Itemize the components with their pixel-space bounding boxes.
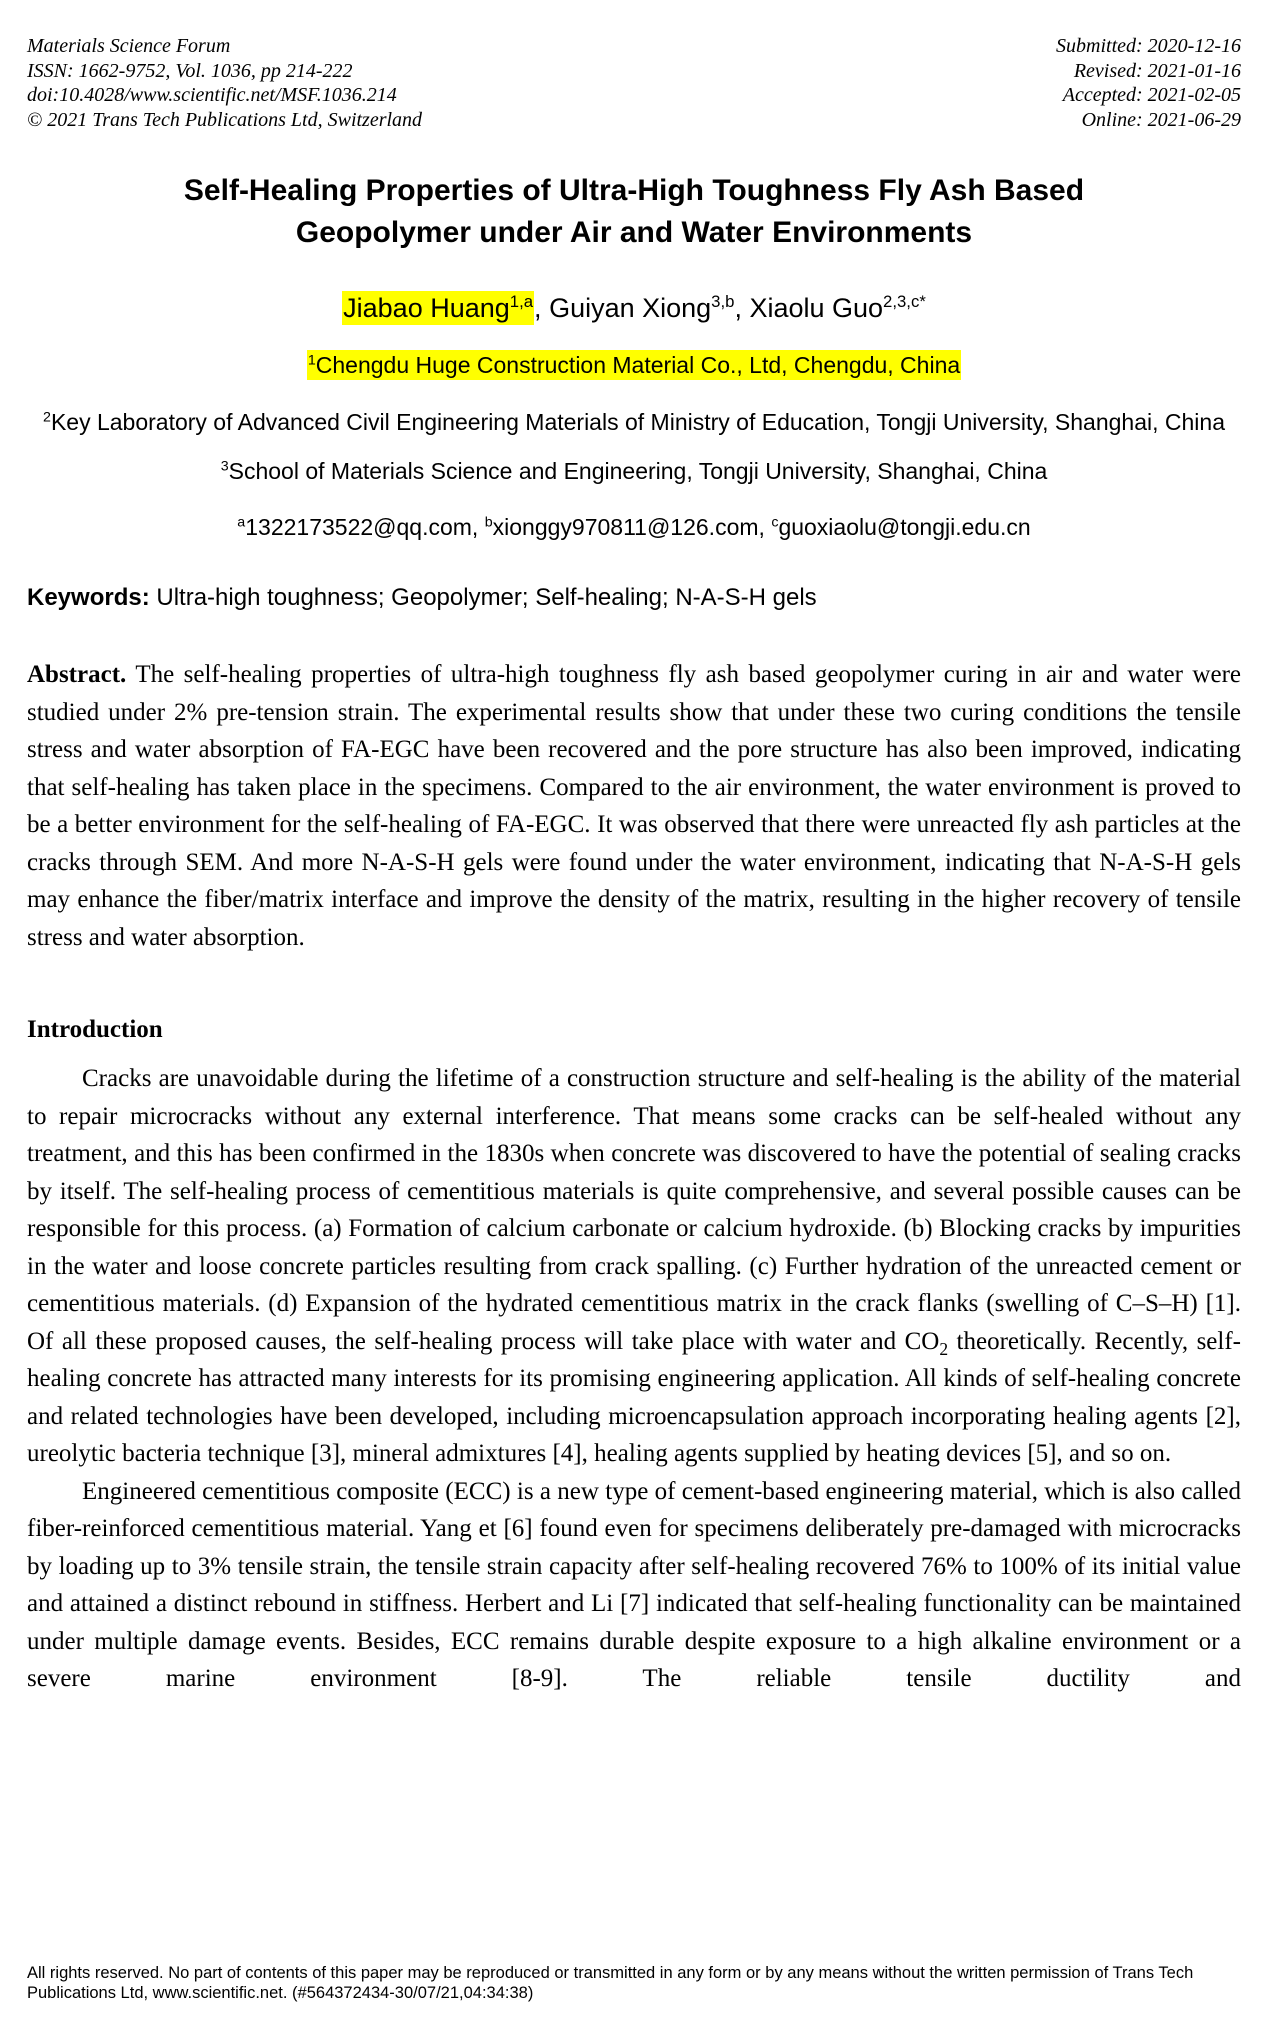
accepted-date: Accepted: 2021-02-05 <box>1062 84 1241 106</box>
email-c-text: guoxiaolu@tongji.edu.cn <box>778 514 1031 540</box>
intro-paragraph-1-text: Cracks are unavoidable during the lifetime of a construction structure and self-healing is the ability of the material to repair microcracks without any external interference. That means some cracks can be self-healed without any treatment, and this has been confirmed in the 1830s when concrete was discovered to have the potential of sealing cracks by itself. The self-healing process of cementitious materials is quite comprehensive, and several possible causes can be responsible for this process. (a) Formation of calcium carbonate or calcium hydroxide. (b) Blocking cracks by impurities in the water and loose concrete particles resulting from crack spalling. (c) Further hydration of the unreacted cement or cementitious materials. (d) Expansion of the hydrated cementitious matrix in the crack flanks (swelling of C–S–H) [1]. Of all these proposed causes, the self-healing process will take place with water and CO <box>27 1065 1241 1355</box>
author-2-name: Guiyan Xiong <box>549 293 712 323</box>
keywords-line <box>27 581 1241 615</box>
author-1-name: Jiabao Huang <box>343 293 510 323</box>
author-3-name: Xiaolu Guo <box>749 293 884 323</box>
affiliation-2-text: Key Laboratory of Advanced Civil Engineering Materials of Ministry of Education, Tongji University, Shanghai, China <box>50 409 1225 435</box>
journal-copyright: © 2021 Trans Tech Publications Ltd, Switzerland <box>27 108 423 131</box>
affiliation-3 <box>27 448 1241 494</box>
affiliation-1-highlighted <box>307 350 961 380</box>
email-b <box>485 514 772 540</box>
paper-title <box>27 170 1241 254</box>
journal-issn-volume: ISSN: 1662-9752, Vol. 1036, pp 214-222 <box>27 59 353 82</box>
keywords-text: Ultra-high toughness; Geopolymer; Self-healing; N-A-S-H gels <box>156 584 817 611</box>
submitted-date: Submitted: 2020-12-16 <box>1056 35 1241 57</box>
online-date: Online: 2021-06-29 <box>1081 108 1241 131</box>
affiliation-2-sup: 2 <box>43 409 51 426</box>
author-3 <box>749 293 925 323</box>
abstract-label: Abstract. <box>27 661 127 688</box>
affiliation-1-sup: 1 <box>307 352 316 369</box>
email-c-sup: c <box>771 514 779 531</box>
author-separator: , <box>534 293 550 323</box>
affiliation-2 <box>27 398 1241 446</box>
author-1-highlighted <box>342 291 534 325</box>
affiliation-3-text: School of Materials Science and Engineering, Tongji University, Shanghai, China <box>228 458 1048 484</box>
email-a-text: 1322173522@qq.com, <box>245 514 485 540</box>
abstract-paragraph <box>27 656 1241 956</box>
journal-doi: doi:10.4028/www.scientific.net/MSF.1036.214 <box>27 84 397 106</box>
co2-subscript: 2 <box>939 1338 949 1359</box>
section-heading-introduction: Introduction <box>27 1016 163 1043</box>
paper-title-line-2: Geopolymer under Air and Water Environments <box>295 216 973 249</box>
email-b-text: xionggy970811@126.com, <box>492 514 772 540</box>
author-separator: , <box>734 293 750 323</box>
paper-title-line-1: Self-Healing Properties of Ultra-High Toughness Fly Ash Based <box>183 174 1085 207</box>
affiliation-3-sup: 3 <box>220 458 229 475</box>
masthead <box>27 34 1241 132</box>
author-2-affiliation-sup: 3,b <box>711 292 735 311</box>
author-3-affiliation-sup: 2,3,c* <box>883 292 926 311</box>
intro-paragraph-2: Engineered cementitious composite (ECC) is a new type of cement-based engineering material, which is also called fiber-reinforced cementitious material. Yang et [6] found even for specimens deliberately pre-damaged with microcracks by loading up to 3% tensile strain, the tensile strain capacity after self-healing recovered 76% to 100% of its initial value and attained a distinct rebound in stiffness. Herbert and Li [7] indicated that self-healing functionality can be maintained under multiple damage events. Besides, ECC remains durable despite exposure to a high alkaline environment or a severe marine environment [8-9]. The reliable tensile ductility and <box>27 1477 1241 1692</box>
email-b-sup: b <box>484 514 493 531</box>
email-a-sup: a <box>237 514 246 531</box>
affiliation-1 <box>27 342 1241 388</box>
email-a <box>237 514 484 540</box>
submission-dates <box>1056 34 1241 132</box>
intro-paragraph-1 <box>27 1060 1241 1473</box>
abstract-text: The self-healing properties of ultra-high toughness fly ash based geopolymer curing in air and water were studied under 2% pre-tension strain. The experimental results show that under these two curing conditions the tensile stress and water absorption of FA-EGC have been recovered and the pore structure has also been improved, indicating that self-healing has taken place in the specimens. Compared to the air environment, the water environment is proved to be a better environment for the self-healing of FA-EGC. It was observed that there were unreacted fly ash particles at the cracks through SEM. And more N-A-S-H gels were found under the water environment, indicating that N-A-S-H gels may enhance the fiber/matrix interface and improve the density of the matrix, resulting in the higher recovery of tensile stress and water absorption. <box>27 661 1241 951</box>
email-c <box>771 514 1030 540</box>
affiliation-1-text: Chengdu Huge Construction Material Co., Ltd, Chengdu, China <box>315 352 961 378</box>
author-emails <box>27 504 1241 550</box>
intro-paragraph-1-text-cont: theoretically. Recently, self-healing concrete has attracted many interests for its promising engineering application. All kinds of self-healing concrete and related technologies have been developed, including microencapsulation approach incorporating healing agents [2], ureolytic bacteria technique [3], mineral admixtures [4], healing agents supplied by heating devices [5], and so on. <box>27 1327 1241 1467</box>
author-1-affiliation-sup: 1,a <box>509 292 534 311</box>
footer-copyright: All rights reserved. No part of contents of this paper may be reproduced or transmitted in any form or by any means without the written permission of Trans Tech Publications Ltd, www.scientific.net. (#564372434-30/07/21,04:34:38) <box>27 1964 1194 2002</box>
keywords-label: Keywords: <box>27 584 150 611</box>
authors-line <box>27 288 1241 328</box>
author-2 <box>549 293 734 323</box>
journal-info <box>27 34 422 132</box>
journal-name: Materials Science Forum <box>27 35 231 57</box>
revised-date: Revised: 2021-01-16 <box>1073 59 1241 82</box>
